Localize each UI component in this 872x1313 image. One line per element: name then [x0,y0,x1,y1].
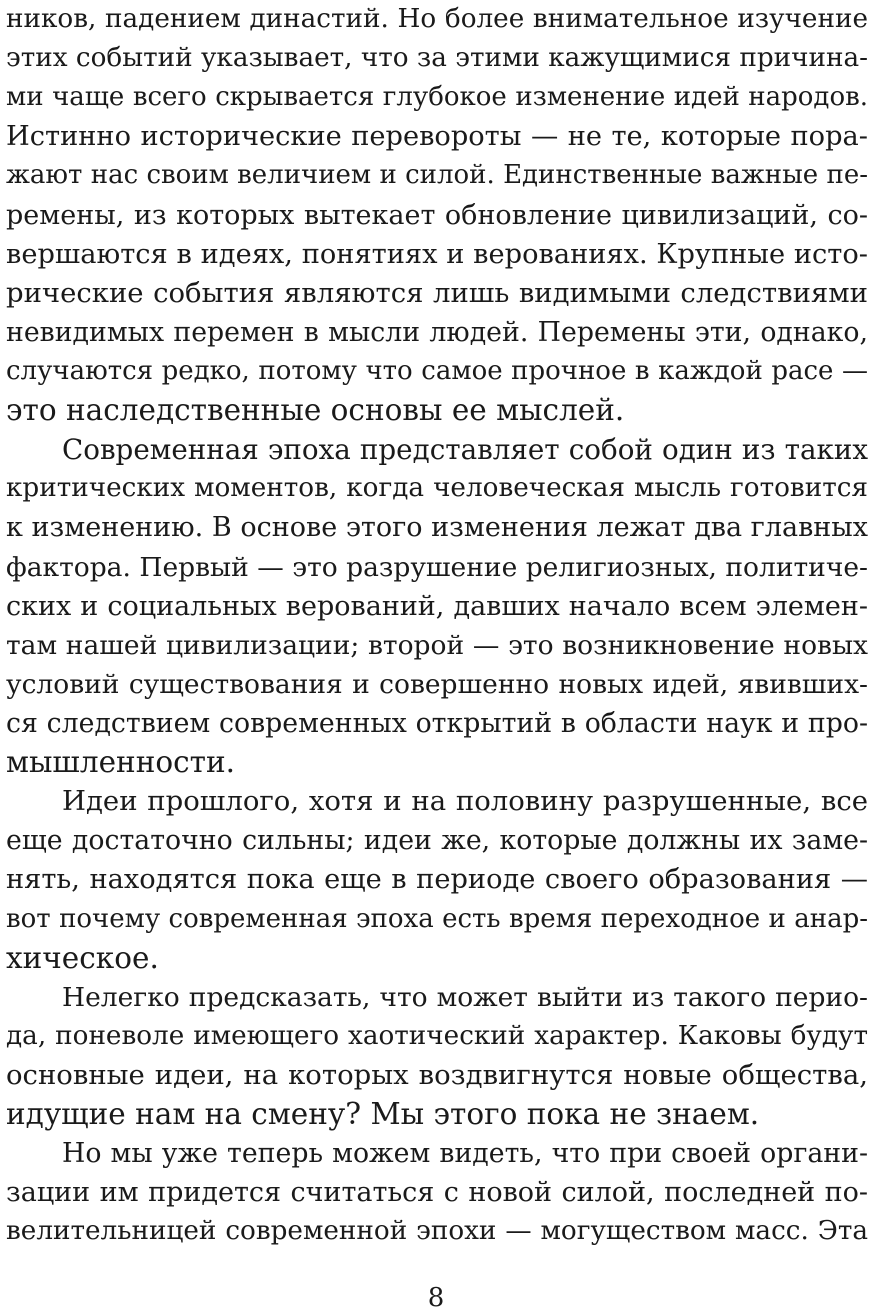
text-line: это наследственные основы ее мыслей. [6,393,625,428]
page-number: 8 [427,1283,445,1313]
text-line: там нашей цивилизации; второй — это возникновение новых [6,629,868,661]
text-line: рические события являются лишь видимыми следствиями [6,276,868,309]
text-line: нять, находятся пока еще в периоде своего образования — [6,864,868,896]
paragraph-first-line: Современная эпоха представляет собой один из таких [62,433,868,467]
text-line: жают нас своим величием и силой. Единственные важные пе- [6,160,868,191]
text-line: невидимых перемен в мысли людей. Перемены эти, однако, [6,316,868,348]
text-line: ремены, из которых вытекает обновление цивилизаций, со- [6,199,868,231]
text-line: да, поневоле имеющего хаотический характер. Каковы будут [6,1020,868,1051]
text-line: к изменению. В основе этого изменения лежат два главных [6,512,868,544]
text-line: Истинно исторические перевороты — не те, которые пора- [6,121,868,153]
text-line: хическое. [6,940,159,975]
text-line: велительницей современной эпохи — могуществом масс. Эта [6,1216,868,1247]
text-line: случаются редко, потому что самое прочное в каждой расе — [6,355,868,386]
text-line: вот почему современная эпоха есть время переходное и анар- [6,903,868,934]
text-line: идущие нам на смену? Мы этого пока не знаем. [6,1097,760,1132]
paragraph-first-line: Нелегко предсказать, что может выйти из такого перио- [62,981,868,1013]
paragraph-first-line: Но мы уже теперь можем видеть, что при своей органи- [62,1138,868,1170]
text-line: зации им придется считаться с новой силой, последней по- [6,1177,868,1209]
text-line: критических моментов, когда человеческая мысль готовится [6,473,868,504]
text-line: основные идеи, на которых воздвигнутся новые общества, [6,1058,868,1091]
text-line: фактора. Первый — это разрушение религиозных, политиче- [6,551,868,583]
text-line: ми чаще всего скрывается глубокое изменение идей народов. [6,82,868,113]
text-line: условий существования и совершенно новых идей, явивших- [6,668,868,700]
text-line: еще достаточно сильны; идеи же, которые должны их заме- [6,825,868,857]
body-text [6,0,868,1252]
text-line: ся следствием современных открытий в области наук и про- [6,707,868,739]
text-line: мышленности. [6,745,236,780]
text-line: вершаются в идеях, понятиях и верованиях. Крупные исто- [6,238,868,270]
text-line: ских и социальных верований, давших начало всем элемен- [6,590,868,622]
paragraph-first-line: Идеи прошлого, хотя и на половину разрушенные, все [62,785,868,818]
text-line: этих событий указывает, что за этими кажущимися причина- [6,43,868,74]
text-line: ников, падением династий. Но более внимательное изучение [6,4,868,34]
